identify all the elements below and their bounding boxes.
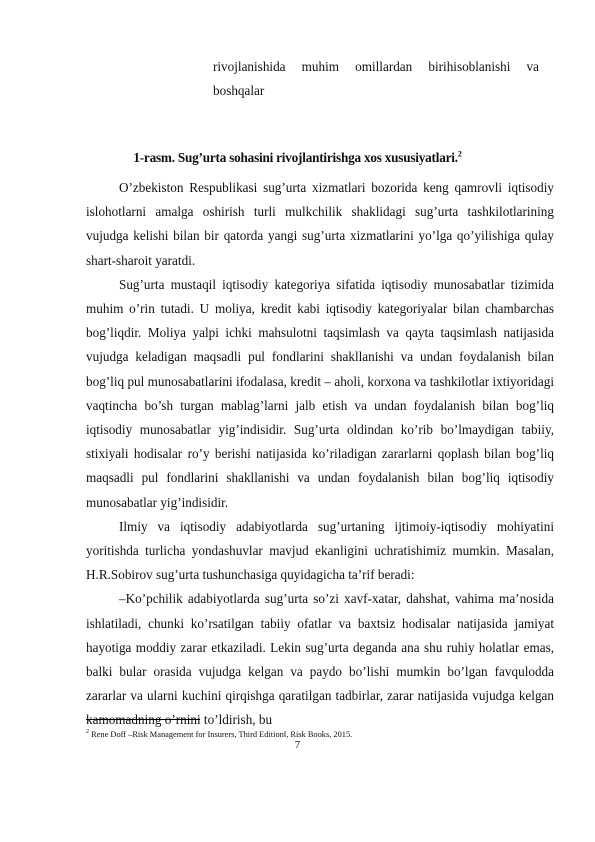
figure-caption: [0, 150, 595, 166]
footnote-separator: [86, 719, 200, 720]
paragraph-2: Sug’urta mustaqil iqtisodiy kategoriya sifatida iqtisodiy munosabatlar tizimida muhim o’rin tutadi. U moliya, kredit kabi iqtisodiy kategoriyalar bilan chambarchas bog’liqdir. Moliya yalpi ichki mahsulotni taqsimlash va qayta taqsimlash natijasida vujudga keladigan maqsadli pul fondlarini shakllanishi va undan foydalanish bilan bog’liq pul munosabatlarini ifodalasa, kredit – aholi, korxona va tashkilotlar ixtiyoridagi vaqtincha bo’sh turgan mablag’larni jalb etish va undan foydalanish bilan bog’liq iqtisodiy munosabatlar yig’indisidir. Sug’urta oldindan ko’rib bo’lmaydigan tabiiy, stixiyali hodisalar ro’y berishi natijasida ko’riladigan zararlarni qoplash bilan bog’liq maqsadli pul fondlarini shakllanishi va undan foydalanish bilan bog’liq iqtisodiy munosabatlar yig’indisidir.: [86, 276, 554, 510]
table-cell-line-2: boshqalar: [213, 83, 265, 98]
paragraph-4: –Ko’pchilik adabiyotlarda sug’urta so’zi xavf-xatar, dahshat, vahima ma’nosida ishlatiladi, chunki ko’rsatilgan tabiiy ofatlar va baxtsiz hodisalar natijasida jamiyat hayotiga moddiy zarar etkaziladi. Lekin sug’urta deganda ana shu ruhiy holatlar emas, balki bular orasida vujudga kelgan va paydo bo’lishi mumkin bo’lgan favqulodda zararlar va ularni kuchini qirqishga qaratilgan tadbirlar, zarar natijasida vujudga kelgan kamomadning o’rnini to’ldirish, bu: [86, 591, 554, 728]
figure-caption-text: 1-rasm. Sug’urta sohasini rivojlantirishga xos xususiyatlari.: [133, 150, 458, 165]
footnote-reference[interactable]: 2: [457, 149, 462, 159]
paragraph-3: Ilmiy va iqtisodiy adabiyotlarda sug’urtaning ijtimoiy-iqtisodiy mohiyatini yoritishda turlicha yondashuvlar mavjud ekanligini uchratishimiz mumkin. Masalan, H.R.Sobirov sug’urta tushunchasiga quyidagicha ta’rif beradi:: [86, 518, 554, 583]
paragraph-1: O’zbekiston Respublikasi sug’urta xizmatlari bozorida keng qamrovli iqtisodiy islohotlarni amalga oshirish turli mulkchilik shaklidagi sug’urta tashkilotlarining vujudga kelishi bilan bir qatorda yangi sug’urta xizmatlarini yo’lga qo’yilishiga qulay shart-sharoit yaratdi.: [86, 180, 554, 268]
table-cell-line-1: rivojlanishida muhim omillardan birihisoblanishi va: [213, 59, 539, 74]
footnote-marker: 2: [86, 729, 89, 735]
page-number: 7: [294, 739, 301, 751]
table-cell-continuation: [213, 55, 539, 103]
footnote-text: Rene Doff –Risk Management for Insurers, Third Edition‖, Risk Books, 2015.: [89, 729, 353, 739]
body-text: [86, 176, 554, 733]
footnote: [86, 727, 352, 740]
